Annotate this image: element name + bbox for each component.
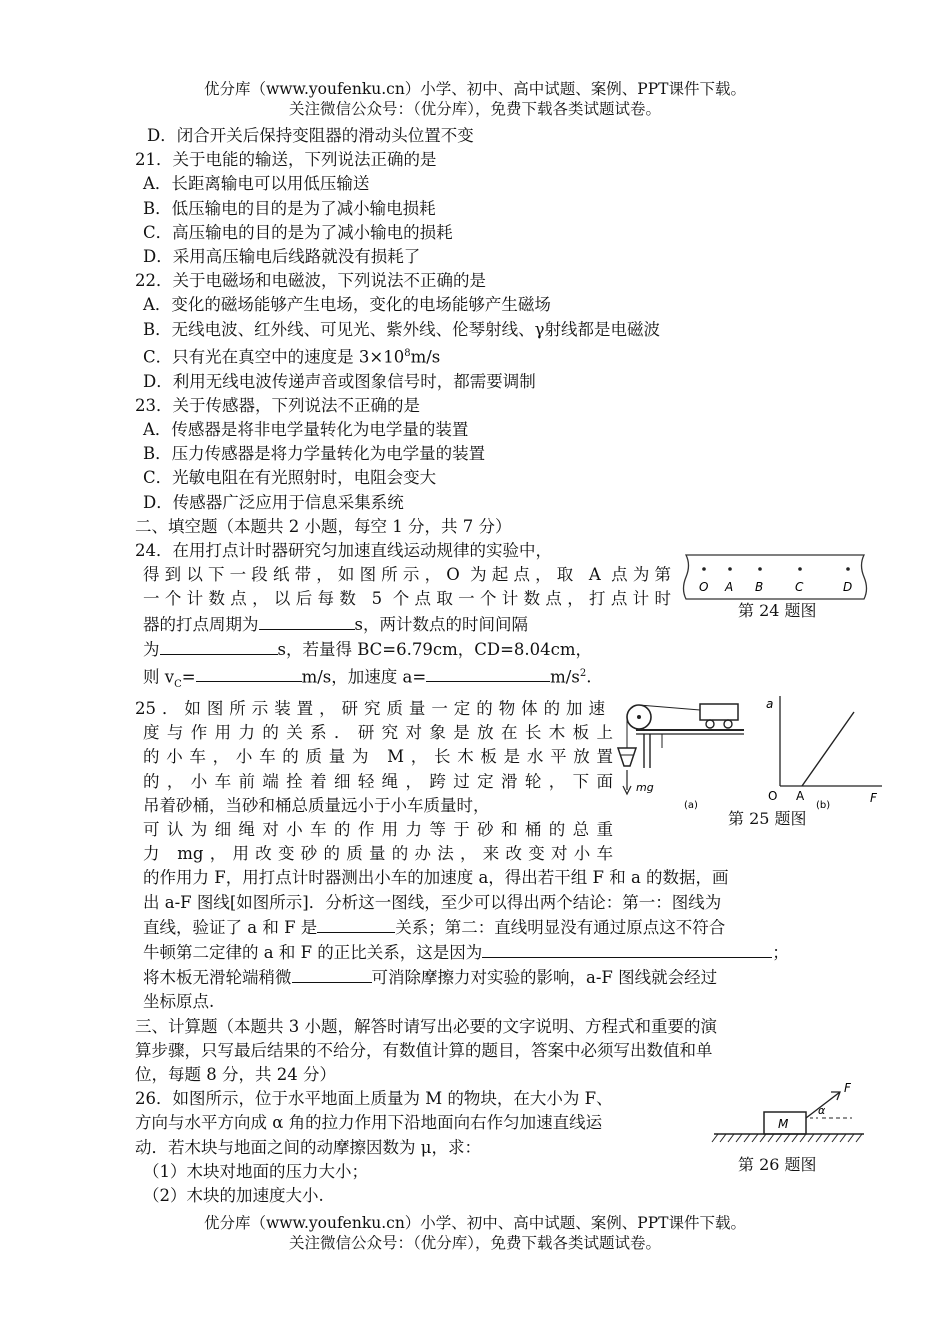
q26-caption: 第 26 题图 bbox=[738, 1155, 817, 1174]
q24-dot-d bbox=[846, 567, 850, 571]
q24-unit-exponent: 2 bbox=[579, 667, 587, 679]
q24-label-c: C bbox=[795, 580, 804, 594]
q26-line-2: 方向与水平方向成 α 角的拉力作用下沿地面向右作匀加速直线运 bbox=[135, 1113, 603, 1133]
q24-line-5 bbox=[135, 637, 825, 662]
q24-line-6-end: . bbox=[586, 667, 592, 687]
q24-vc-subscript: C bbox=[174, 678, 182, 690]
graph-origin: O bbox=[768, 789, 778, 803]
q25-line-8: 的作用力 F，用打点计时器测出小车的加速度 a，得出若干组 F 和 a 的数据，画 bbox=[143, 868, 729, 888]
q25-blank-adjust[interactable] bbox=[292, 965, 372, 983]
q25-line-12-text: 将木板无滑轮端稍微 bbox=[143, 968, 292, 988]
q25-line-12-text-2: 可消除摩擦力对实验的影响，a-F 图线就会经过 bbox=[371, 968, 718, 988]
q25-line-2: 度与作用力的关系．研究对象是放在长木板上 bbox=[143, 723, 613, 743]
q23-option-a: A．传感器是将非电学量转化为电学量的装置 bbox=[143, 419, 469, 439]
q24-tape-outline bbox=[684, 555, 867, 599]
q26-block-figure bbox=[710, 1078, 868, 1146]
q22-option-c-exponent: 8 bbox=[404, 347, 411, 359]
q24-line-4-text: 器的打点周期为 bbox=[143, 614, 259, 634]
q21-stem: 21．关于电能的输送，下列说法正确的是 bbox=[135, 150, 437, 170]
q24-dot-b bbox=[758, 567, 762, 571]
q25-mg-label: mg bbox=[636, 781, 654, 794]
q25-line-10-text: 直线，验证了 a 和 F 是 bbox=[143, 917, 318, 937]
ground-hatching bbox=[712, 1134, 862, 1142]
q23-option-d: D．传感器广泛应用于信息采集系统 bbox=[143, 492, 404, 512]
q22-stem: 22．关于电磁场和电磁波，下列说法不正确的是 bbox=[135, 271, 486, 291]
q25-caption: 第 25 题图 bbox=[728, 809, 807, 828]
q22-option-c bbox=[135, 342, 825, 370]
section-3-line-3: 位，每题 8 分，共 24 分） bbox=[135, 1065, 336, 1085]
q22-option-b: B．无线电波、红外线、可见光、紫外线、伦琴射线、γ射线都是电磁波 bbox=[143, 319, 660, 339]
q25-graph-figure bbox=[758, 690, 886, 810]
q24-line-4-text-2: s，两计数点的时间间隔 bbox=[354, 614, 528, 634]
q24-label-d: D bbox=[843, 580, 853, 594]
sand-bucket-icon bbox=[618, 748, 636, 766]
q24-line-5-text: 为 bbox=[143, 639, 160, 659]
q25-line-12 bbox=[135, 965, 825, 990]
q24-dot-a bbox=[728, 567, 732, 571]
q25-line-4: 的，小车前端拴着细轻绳，跨过定滑轮，下面 bbox=[143, 771, 613, 791]
header-line-1: 优分库（www.youfenku.cn）小学、初中、高中试题、案例、PPT课件下载。 bbox=[203, 80, 747, 98]
q26-part-2: （2）木块的加速度大小. bbox=[143, 1186, 324, 1206]
q26-angle-label: α bbox=[818, 1104, 826, 1117]
q25-line-11-end: ； bbox=[772, 943, 789, 962]
q23-option-b: B．压力传感器是将力学量转化为电学量的装置 bbox=[143, 444, 486, 464]
q25-blank-relation[interactable] bbox=[317, 915, 395, 933]
q21-option-a: A．长距离输电可以用低压输送 bbox=[143, 174, 370, 194]
section-2-title: 二、填空题（本题共 2 小题，每空 1 分，共 7 分） bbox=[135, 516, 512, 536]
q24-line-6-text: 则 v bbox=[143, 667, 175, 687]
graph-label-f: F bbox=[870, 791, 877, 805]
header-line-2: 关注微信公众号：（优分库），免费下载各类试题试卷。 bbox=[288, 100, 661, 118]
q25-line-7: 力 mg，用改变砂的质量的办法，来改变对小车 bbox=[143, 844, 613, 864]
q24-dot-o bbox=[702, 567, 706, 571]
q24-dot-c bbox=[798, 567, 802, 571]
q25-apparatus-figure bbox=[612, 690, 752, 810]
q24-line-5-text-2: s，若量得 BC=6.79cm，CD=8.04cm， bbox=[277, 639, 593, 659]
q23-option-c: C．光敏电阻在有光照射时，电阻会变大 bbox=[143, 468, 437, 488]
q24-line-2: 得到以下一段纸带，如图所示，O 为起点，取 A 点为第 bbox=[143, 565, 671, 585]
footer-line-2: 关注微信公众号：（优分库），免费下载各类试题试卷。 bbox=[288, 1234, 661, 1252]
q21-option-b: B．低压输电的目的是为了减小输电损耗 bbox=[143, 198, 436, 218]
question-content bbox=[135, 124, 825, 1208]
q25-line-11-text: 牛顿第二定律的 a 和 F 的正比关系，这是因为 bbox=[143, 943, 483, 962]
q22-option-c-text: C．只有光在真空中的速度是 3×10 bbox=[143, 347, 405, 367]
q26-line-1: 26．如图所示，位于水平地面上质量为 M 的物块，在大小为 F、 bbox=[135, 1089, 613, 1109]
q22-option-c-unit: m/s bbox=[410, 347, 441, 367]
q25-line-3: 的小车，小车的质量为 M，长木板是水平放置 bbox=[143, 747, 613, 767]
q26-line-3: 动．若木块与地面之间的动摩擦因数为 μ，求： bbox=[135, 1137, 481, 1157]
q25-line-1: 25．如图所示装置，研究质量一定的物体的加速 bbox=[135, 698, 605, 718]
q22-option-d: D．利用无线电波传递声音或图象信号时，都需要调制 bbox=[143, 371, 536, 391]
q25-fig-b-label: (b) bbox=[816, 800, 831, 810]
q22-option-a: A．变化的磁场能够产生电场，变化的电场能够产生磁场 bbox=[143, 295, 551, 315]
section-3-line-1: 三、计算题（本题共 3 小题，解答时请写出必要的文字说明、方程式和重要的演 bbox=[135, 1016, 717, 1036]
q23-stem: 23．关于传感器，下列说法不正确的是 bbox=[135, 395, 420, 415]
q21-option-c: C．高压输电的目的是为了减小输电的损耗 bbox=[143, 222, 453, 242]
q24-line-6-eq: = bbox=[181, 667, 196, 687]
section-3-line-2: 算步骤，只写最后结果的不给分，有数值计算的题目，答案中必须写出数值和单 bbox=[135, 1040, 713, 1060]
q20-option-d: D．闭合开关后保持变阻器的滑动头位置不变 bbox=[147, 126, 474, 145]
q24-line-1: 24．在用打点计时器研究匀加速直线运动规律的实验中， bbox=[135, 540, 552, 560]
q25-line-9: 出 a-F 图线[如图所示]．分析这一图线，至少可以得出两个结论：第一：图线为 bbox=[143, 892, 722, 912]
graph-point-a: A bbox=[796, 789, 805, 803]
q24-label-o: O bbox=[699, 580, 709, 594]
q25-blank-reason[interactable] bbox=[482, 940, 772, 958]
q25-line-13: 坐标原点. bbox=[143, 992, 215, 1012]
q24-tape-figure bbox=[678, 553, 868, 601]
q26-force-label: F bbox=[844, 1081, 851, 1095]
q25-line-10-text-2: 关系；第二：直线明显没有通过原点这不符合 bbox=[395, 917, 726, 937]
q25-line-6: 可认为细绳对小车的作用力等于砂和桶的总重 bbox=[143, 819, 613, 839]
q25-line-10 bbox=[135, 915, 825, 940]
q24-blank-velocity[interactable] bbox=[196, 664, 302, 682]
cart-icon bbox=[700, 704, 738, 720]
q26-part-1: （1）木块对地面的压力大小； bbox=[143, 1161, 368, 1181]
q24-blank-acceleration[interactable] bbox=[426, 664, 550, 682]
graph-label-a: a bbox=[766, 697, 774, 711]
q24-blank-interval[interactable] bbox=[160, 637, 278, 655]
q25-line-11 bbox=[135, 940, 825, 965]
q26-block-label: M bbox=[778, 1117, 789, 1131]
q25-fig-a-label: (a) bbox=[684, 800, 698, 810]
q24-label-a: A bbox=[725, 580, 734, 594]
q24-line-3: 一个计数点，以后每数 5 个点取一个计数点，打点计时 bbox=[143, 589, 671, 609]
graph-line bbox=[802, 712, 854, 786]
q25-line-5: 吊着砂桶，当砂和桶总质量远小于小车质量时， bbox=[143, 795, 490, 815]
footer-line-1: 优分库（www.youfenku.cn）小学、初中、高中试题、案例、PPT课件下载。 bbox=[203, 1214, 747, 1232]
q24-line-4 bbox=[135, 612, 825, 637]
q24-line-6-unit: m/s bbox=[550, 667, 580, 687]
q24-label-b: B bbox=[755, 580, 764, 594]
q24-blank-period[interactable] bbox=[259, 612, 355, 630]
q24-caption: 第 24 题图 bbox=[738, 601, 817, 620]
q24-line-6-text-2: m/s，加速度 a= bbox=[301, 667, 427, 687]
q21-option-d: D．采用高压输电后线路就没有损耗了 bbox=[143, 247, 421, 267]
